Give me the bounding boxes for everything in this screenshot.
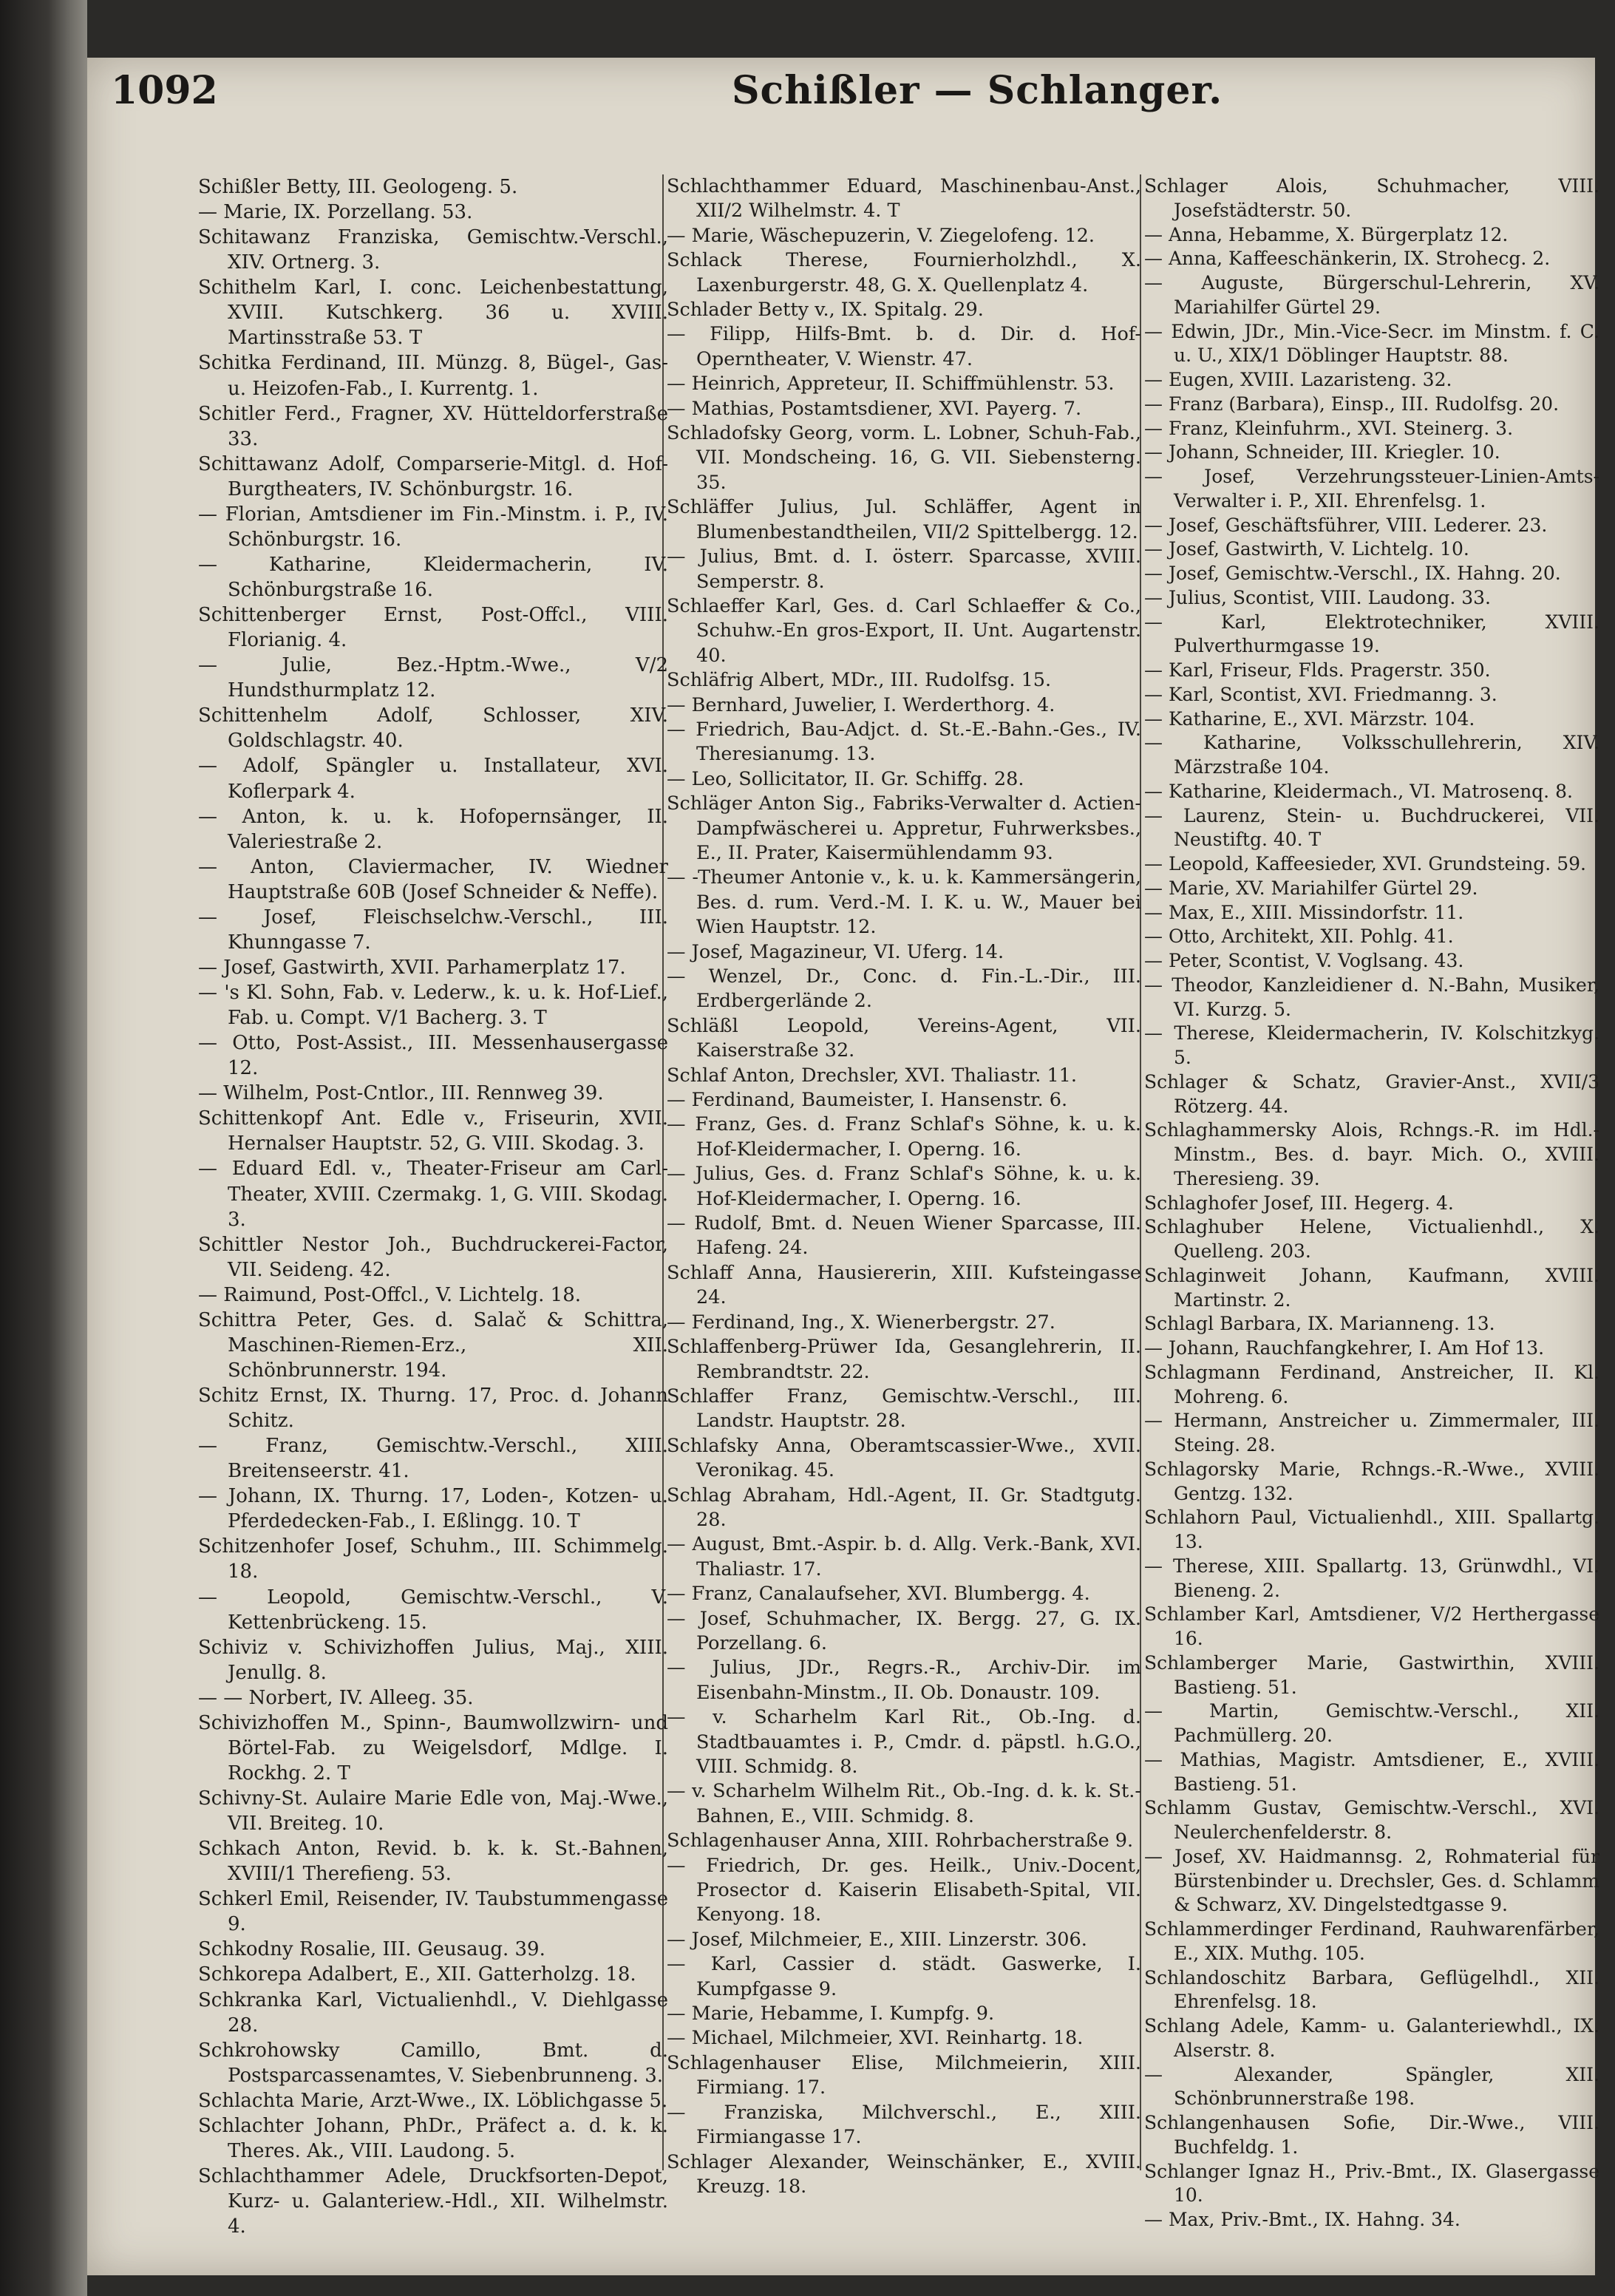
directory-entry: — Josef, XV. Haidmannsg. 2, Rohmaterial für Bürstenbinder u. Drechsler, Ges. d. Schlamm & Schwarz, XV. Dingelstedtgasse 9. [1144, 1845, 1599, 1916]
directory-entry: Schlachter Johann, PhDr., Präfect a. d. k. k. Theres. Ak., VIII. Laudong. 5. [198, 2114, 668, 2162]
directory-entry: — Auguste, Bürgerschul-Lehrerin, XV. Mariahilfer Gürtel 29. [1144, 272, 1599, 318]
directory-entry: — Theodor, Kanzleidiener d. N.-Bahn, Musiker, VI. Kurzg. 5. [1144, 974, 1599, 1020]
directory-entry: Schlagl Barbara, IX. Marianneng. 13. [1144, 1313, 1495, 1335]
directory-entry: — Rudolf, Bmt. d. Neuen Wiener Sparcasse, III. Hafeng. 24. [667, 1212, 1141, 1260]
directory-entry: — Filipp, Hilfs-Bmt. b. d. Dir. d. Hof-Operntheater, V. Wienstr. 47. [667, 323, 1141, 370]
directory-entry: Schißler Betty, III. Geologeng. 5. [198, 176, 518, 198]
directory-entry: Schläffer Julius, Jul. Schläffer, Agent in Blumenbestandtheilen, VII/2 Spittelbergg. 12. [667, 496, 1141, 543]
directory-entry: — Josef, Geschäftsführer, VIII. Lederer. 23. [1144, 514, 1548, 536]
directory-entry: — Peter, Scontist, V. Voglsang. 43. [1144, 950, 1464, 971]
directory-entry: Schitzenhofer Josef, Schuhm., III. Schimmelg. 18. [198, 1535, 668, 1583]
directory-entry: — Josef, Fleischselchw.-Verschl., III. Khunngasse 7. [198, 906, 668, 954]
directory-entry: — August, Bmt.-Aspir. b. d. Allg. Verk.-Bank, XVI. Thaliastr. 17. [667, 1533, 1141, 1580]
directory-entry: — Julie, Bez.-Hptm.-Wwe., V/2 Hundsthurmplatz 12. [198, 654, 668, 702]
directory-entry: Schlang Adele, Kamm- u. Galanteriewhdl., IX. Alserstr. 8. [1144, 2015, 1599, 2061]
directory-entry: Schlader Betty v., IX. Spitalg. 29. [667, 299, 984, 322]
directory-entry: — Therese, XIII. Spallartg. 13, Grünwdhl., VI. Bieneng. 2. [1144, 1555, 1599, 1601]
directory-entry: Schlagmann Ferdinand, Anstreicher, II. Kl. Mohreng. 6. [1144, 1361, 1599, 1407]
directory-entry: — Laurenz, Stein- u. Buchdruckerei, VII. Neustiftg. 40. T [1144, 804, 1599, 851]
directory-entry: — Friedrich, Dr. ges. Heilk., Univ.-Docent, Prosector d. Kaiserin Elisabeth-Spital, VII. Kenyong. 18. [667, 1854, 1141, 1926]
directory-entry: — Max, E., XIII. Missindorfstr. 11. [1144, 901, 1464, 923]
directory-entry: — Marie, IX. Porzellang. 53. [198, 201, 473, 224]
directory-entry: — Therese, Kleidermacherin, IV. Kolschitzkyg. 5. [1144, 1022, 1599, 1068]
directory-entry: — Julius, Ges. d. Franz Schlaf's Söhne, k. u. k. Hof-Kleidermacher, I. Operng. 16. [667, 1163, 1141, 1210]
directory-entry: Schlachthammer Eduard, Maschinenbau-Anst., XII/2 Wilhelmstr. 4. T [667, 175, 1141, 223]
directory-entry: — Johann, Rauchfangkehrer, I. Am Hof 13. [1144, 1337, 1545, 1359]
directory-entry: — Mathias, Magistr. Amtsdiener, E., XVIII. Bastieng. 51. [1144, 1748, 1599, 1795]
directory-entry: — Katharine, E., XVI. Märzstr. 104. [1144, 707, 1475, 730]
directory-entry: — Julius, Bmt. d. I. österr. Sparcasse, XVIII. Semperstr. 8. [667, 546, 1141, 593]
directory-entry: Schlafsky Anna, Oberamtscassier-Wwe., XVII. Veronikag. 45. [667, 1434, 1141, 1482]
directory-entry: — Anton, Claviermacher, IV. Wiedner Hauptstraße 60B (Josef Schneider & Neffe). [198, 855, 668, 903]
directory-entry: — Franz, Ges. d. Franz Schlaf's Söhne, k. u. k. Hof-Kleidermacher, I. Operng. 16. [667, 1113, 1141, 1161]
running-head: Schißler — Schlanger. [732, 68, 1223, 113]
directory-entry: Schlaghuber Helene, Victualienhdl., X. Quelleng. 203. [1144, 1216, 1599, 1262]
directory-entry: — Karl, Scontist, XVI. Friedmanng. 3. [1144, 683, 1497, 705]
directory-entry: Schlaf Anton, Drechsler, XVI. Thaliastr. 11. [667, 1064, 1077, 1087]
directory-entry: — Heinrich, Appreteur, II. Schiffmühlenstr. 53. [667, 373, 1115, 395]
directory-entry: Schittler Nestor Joh., Buchdruckerei-Factor, VII. Seideng. 42. [198, 1233, 668, 1281]
directory-entry: Schlaghofer Josef, III. Hegerg. 4. [1144, 1192, 1454, 1214]
directory-entry: Schkach Anton, Revid. b. k. k. St.-Bahnen, XVIII/1 Therefieng. 53. [198, 1838, 668, 1886]
directory-entry: — Leopold, Kaffeesieder, XVI. Grundsteing. 59. [1144, 853, 1586, 874]
directory-entry: Schlamberger Marie, Gastwirthin, XVIII. Bastieng. 51. [1144, 1651, 1599, 1698]
directory-entry: — Friedrich, Bau-Adjct. d. St.-E.-Bahn.-Ges., IV. Theresianumg. 13. [667, 718, 1141, 766]
directory-entry: Schivny-St. Aulaire Marie Edle von, Maj.-Wwe., VII. Breiteg. 10. [198, 1787, 668, 1835]
book-spine-shadow [0, 0, 87, 2296]
directory-entry: — Johann, Schneider, III. Kriegler. 10. [1144, 441, 1500, 463]
directory-entry: — Anna, Kaffeeschänkerin, IX. Strohecg. 2. [1144, 248, 1551, 270]
directory-column-1 [198, 174, 668, 2239]
directory-entry: — 's Kl. Sohn, Fab. v. Lederw., k. u. k. Hof-Lief., Fab. u. Compt. V/1 Bacherg. 3. T [198, 982, 668, 1030]
directory-entry: — Katharine, Volksschullehrerin, XIV. Märzstraße 104. [1144, 732, 1599, 778]
directory-entry: — Leopold, Gemischtw.-Verschl., V. Kettenbrückeng. 15. [198, 1586, 668, 1634]
directory-entry: Schivizhoffen M., Spinn-, Baumwollzwirn- und Börtel-Fab. zu Weigelsdorf, Mdlge. I. Rockhg. 2. T [198, 1711, 668, 1784]
directory-entry: — v. Scharhelm Karl Rit., Ob.-Ing. d. Stadtbauamtes i. P., Cmdr. d. päpstl. h.G.O., VIII. Schmidg. 8. [667, 1706, 1141, 1778]
directory-entry: — -Theumer Antonie v., k. u. k. Kammersängerin, Bes. d. rum. Verd.-M. I. K. u. W., Mauer bei Wien Hauptstr. 12. [667, 866, 1141, 939]
directory-entry: — Ferdinand, Ing., X. Wienerbergstr. 27. [667, 1311, 1055, 1334]
directory-entry: Schlagorsky Marie, Rchngs.-R.-Wwe., XVIII. Gentzg. 132. [1144, 1458, 1599, 1504]
directory-entry: — Anton, k. u. k. Hofopernsänger, II. Valeriestraße 2. [198, 805, 668, 853]
directory-entry: — Franz, Canalaufseher, XVI. Blumbergg. 4. [667, 1583, 1090, 1606]
directory-entry: — Ferdinand, Baumeister, I. Hansenstr. 6. [667, 1089, 1068, 1112]
directory-entry: Schlammerdinger Ferdinand, Rauhwarenfärber, E., XIX. Muthg. 105. [1144, 1918, 1599, 1964]
directory-entry: — Wenzel, Dr., Conc. d. Fin.-L.-Dir., III. Erdbergerlände 2. [667, 965, 1141, 1013]
directory-entry: — Josef, Milchmeier, E., XIII. Linzerstr. 306. [667, 1928, 1087, 1951]
directory-entry: Schittawanz Adolf, Comparserie-Mitgl. d. Hof-Burgtheaters, IV. Schönburgstr. 16. [198, 452, 668, 500]
directory-entry: Schkerl Emil, Reisender, IV. Taubstummengasse 9. [198, 1888, 668, 1936]
directory-entry: — — Norbert, IV. Alleeg. 35. [198, 1686, 474, 1709]
directory-entry: — Leo, Sollicitator, II. Gr. Schiffg. 28. [667, 767, 1024, 790]
directory-entry: — Bernhard, Juwelier, I. Werderthorg. 4. [667, 693, 1055, 716]
directory-entry: Schlager & Schatz, Gravier-Anst., XVII/3 Rötzerg. 44. [1144, 1070, 1599, 1117]
directory-entry: — Katharine, Kleidermacherin, IV. Schönburgstraße 16. [198, 553, 668, 601]
directory-entry: — Eugen, XVIII. Lazaristeng. 32. [1144, 369, 1452, 390]
directory-entry: Schlaffer Franz, Gemischtw.-Verschl., III. Landstr. Hauptstr. 28. [667, 1385, 1141, 1433]
directory-entry: Schitawanz Franziska, Gemischtw.-Verschl., XIV. Ortnerg. 3. [198, 226, 668, 274]
directory-entry: Schlangenhausen Sofie, Dir.-Wwe., VIII. Buchfeldg. 1. [1144, 2112, 1599, 2158]
directory-entry: Schittra Peter, Ges. d. Salač & Schittra, Maschinen-Riemen-Erz., XII. Schönbrunnerstr. 194. [198, 1308, 668, 1382]
directory-entry: — Raimund, Post-Offcl., V. Lichtelg. 18. [198, 1283, 582, 1306]
directory-entry: Schlager Alois, Schuhmacher, VIII. Josefstädterstr. 50. [1144, 175, 1599, 221]
directory-entry: Schläfrig Albert, MDr., III. Rudolfsg. 15. [667, 669, 1052, 692]
directory-entry: — Josef, Magazineur, VI. Uferg. 14. [667, 940, 1004, 963]
directory-entry: — Wilhelm, Post-Cntlor., III. Rennweg 39. [198, 1082, 604, 1105]
directory-entry: — Franz (Barbara), Einsp., III. Rudolfsg. 20. [1144, 393, 1560, 415]
directory-entry: Schithelm Karl, I. conc. Leichenbestattung, XVIII. Kutschkerg. 36 u. XVIII. Martinsstraße 53. T [198, 276, 668, 350]
directory-entry: Schlaffenberg-Prüwer Ida, Gesanglehrerin, II. Rembrandtstr. 22. [667, 1336, 1141, 1383]
directory-entry: — Martin, Gemischtw.-Verschl., XII. Pachmüllerg. 20. [1144, 1700, 1599, 1746]
directory-entry: — Josef, Verzehrungssteuer-Linien-Amts-Verwalter i. P., XII. Ehrenfelsg. 1. [1144, 466, 1599, 512]
directory-entry: Schlag Abraham, Hdl.-Agent, II. Gr. Stadtgutg. 28. [667, 1484, 1141, 1531]
directory-entry: — Max, Priv.-Bmt., IX. Hahng. 34. [1144, 2209, 1461, 2230]
directory-entry: — Marie, Hebamme, I. Kumpfg. 9. [667, 2003, 995, 2025]
directory-entry: Schiviz v. Schivizhoffen Julius, Maj., XIII. Jenullg. 8. [198, 1636, 668, 1684]
directory-entry: Schlagenhauser Elise, Milchmeierin, XIII. Firmiang. 17. [667, 2051, 1141, 2099]
directory-entry: — Alexander, Spängler, XII. Schönbrunnerstraße 198. [1144, 2063, 1599, 2110]
directory-entry: — Mathias, Postamtsdiener, XVI. Payerg. 7. [667, 397, 1082, 420]
directory-entry: Schladofsky Georg, vorm. L. Lobner, Schuh-Fab., VII. Mondscheing. 16, G. VII. Siebensterng. 35. [667, 422, 1141, 494]
directory-entry: Schitz Ernst, IX. Thurng. 17, Proc. d. Johann Schitz. [198, 1385, 668, 1433]
directory-entry: — Julius, JDr., Regrs.-R., Archiv-Dir. im Eisenbahn-Minstm., II. Ob. Donaustr. 109. [667, 1657, 1141, 1704]
page-number: 1092 [111, 68, 218, 113]
directory-entry: Schittenberger Ernst, Post-Offcl., VIII. Florianig. 4. [198, 604, 668, 652]
directory-entry: — Josef, Gemischtw.-Verschl., IX. Hahng. 20. [1144, 563, 1561, 584]
directory-entry: Schlaghammersky Alois, Rchngs.-R. im Hdl.-Minstm., Bes. d. bayr. Mich. O., XVIII. Theresieng. 39. [1144, 1119, 1599, 1189]
directory-entry: — Otto, Architekt, XII. Pohlg. 41. [1144, 925, 1454, 948]
directory-entry: Schittenhelm Adolf, Schlosser, XIV. Goldschlagstr. 40. [198, 704, 668, 753]
directory-entry: — Marie, Wäschepuzerin, V. Ziegelofeng. 12. [667, 224, 1095, 247]
directory-entry: — v. Scharhelm Wilhelm Rit., Ob.-Ing. d. k. k. St.-Bahnen, E., VIII. Schmidg. 8. [667, 1780, 1141, 1827]
directory-entry: — Anna, Hebamme, X. Bürgerplatz 12. [1144, 223, 1509, 245]
directory-entry: — Josef, Schuhmacher, IX. Bergg. 27, G. IX. Porzellang. 6. [667, 1607, 1141, 1654]
directory-entry: Schkranka Karl, Victualienhdl., V. Diehlgasse 28. [198, 1988, 668, 2037]
directory-entry: — Marie, XV. Mariahilfer Gürtel 29. [1144, 877, 1478, 899]
directory-entry: Schlack Therese, Fournierholzhdl., X. Laxenburgerstr. 48, G. X. Quellenplatz 4. [667, 249, 1141, 296]
directory-entry: Schlanger Ignaz H., Priv.-Bmt., IX. Glasergasse 10. [1144, 2160, 1599, 2207]
directory-entry: — Michael, Milchmeier, XVI. Reinhartg. 18. [667, 2027, 1084, 2050]
directory-entry: — Franziska, Milchverschl., E., XIII. Firmiangasse 17. [667, 2101, 1141, 2149]
directory-entry: Schlaff Anna, Hausiererin, XIII. Kufsteingasse 24. [667, 1261, 1141, 1309]
directory-entry: Schittenkopf Ant. Edle v., Friseurin, XVII. Hernalser Hauptstr. 52, G. VIII. Skodag. 3. [198, 1107, 668, 1155]
directory-entry: — Edwin, JDr., Min.-Vice-Secr. im Minstm. f. C. u. U., XIX/1 Döblinger Hauptstr. 88. [1144, 320, 1599, 367]
directory-entry: — Karl, Friseur, Flds. Pragerstr. 350. [1144, 659, 1491, 681]
directory-entry: Schlager Alexander, Weinschänker, E., XVIII. Kreuzg. 18. [667, 2150, 1141, 2198]
directory-entry: — Franz, Gemischtw.-Verschl., XIII. Breitenseerstr. 41. [198, 1435, 668, 1483]
directory-entry: — Josef, Gastwirth, XVII. Parhamerplatz 17. [198, 956, 626, 979]
directory-entry: Schlamm Gustav, Gemischtw.-Verschl., XVI. Neulerchenfelderstr. 8. [1144, 1797, 1599, 1843]
directory-entry: — Otto, Post-Assist., III. Messenhausergasse 12. [198, 1032, 668, 1080]
directory-entry: Schlahorn Paul, Victualienhdl., XIII. Spallartg. 13. [1144, 1507, 1599, 1552]
directory-entry: — Karl, Cassier d. städt. Gaswerke, I. Kumpfgasse 9. [667, 1953, 1141, 2000]
directory-entry: — Florian, Amtsdiener im Fin.-Minstm. i. P., IV. Schönburgstr. 16. [198, 503, 668, 551]
directory-entry: Schlachthammer Adele, Druckfsorten-Depot, Kurz- u. Galanteriew.-Hdl., XII. Wilhelmstr. 4. [198, 2164, 668, 2238]
directory-entry: — Adolf, Spängler u. Installateur, XVI. Koflerpark 4. [198, 755, 668, 803]
directory-entry: Schlamber Karl, Amtsdiener, V/2 Herthergasse 16. [1144, 1603, 1599, 1649]
directory-entry: Schkodny Rosalie, III. Geusaug. 39. [198, 1938, 545, 1961]
directory-entry: — Katharine, Kleidermach., VI. Matrosenq. 8. [1144, 780, 1573, 802]
directory-entry: — Karl, Elektrotechniker, XVIII. Pulverthurmgasse 19. [1144, 611, 1599, 657]
directory-entry: Schläger Anton Sig., Fabriks-Verwalter d. Actien-Dampfwäscherei u. Appretur, Fuhrwerksbes., E., II. Prater, Kaisermühlendamm 93. [667, 792, 1141, 864]
directory-entry: Schlandoschitz Barbara, Geflügelhdl., XII. Ehrenfelsg. 18. [1144, 1966, 1599, 2013]
directory-entry: — Johann, IX. Thurng. 17, Loden-, Kotzen- u. Pferdedecken-Fab., I. Eßlingg. 10. T [198, 1485, 668, 1533]
directory-entry: Schlaginweit Johann, Kaufmann, XVIII. Martinstr. 2. [1144, 1264, 1599, 1311]
directory-column-2 [667, 174, 1141, 2199]
directory-entry: Schläßl Leopold, Vereins-Agent, VII. Kaiserstraße 32. [667, 1014, 1141, 1062]
directory-entry: Schlaeffer Karl, Ges. d. Carl Schlaeffer & Co., Schuhw.-En gros-Export, II. Unt. Augartenstr. 40. [667, 594, 1141, 667]
directory-entry: Schitler Ferd., Fragner, XV. Hütteldorferstraße 33. [198, 402, 668, 450]
directory-entry: — Julius, Scontist, VIII. Laudong. 33. [1144, 586, 1491, 608]
directory-entry: Schlagenhauser Anna, XIII. Rohrbacherstraße 9. [667, 1830, 1134, 1852]
directory-entry: Schkrohowsky Camillo, Bmt. d. Postsparcassenamtes, V. Siebenbrunneng. 3. [198, 2039, 668, 2087]
directory-entry: — Josef, Gastwirth, V. Lichtelg. 10. [1144, 538, 1469, 560]
directory-entry: — Hermann, Anstreicher u. Zimmermaler, III. Steing. 28. [1144, 1410, 1599, 1456]
directory-entry: Schkorepa Adalbert, E., XII. Gatterholzg. 18. [198, 1963, 636, 1986]
directory-entry: Schlachta Marie, Arzt-Wwe., IX. Löblichgasse 5. [198, 2089, 668, 2112]
directory-entry: — Franz, Kleinfuhrm., XVI. Steinerg. 3. [1144, 417, 1514, 439]
directory-entry: Schitka Ferdinand, III. Münzg. 8, Bügel-, Gas- u. Heizofen-Fab., I. Kurrentg. 1. [198, 352, 668, 400]
directory-column-3 [1144, 174, 1599, 2232]
directory-entry: — Eduard Edl. v., Theater-Friseur am Carl-Theater, XVIII. Czermakg. 1, G. VIII. Skodag. 3. [198, 1158, 668, 1231]
